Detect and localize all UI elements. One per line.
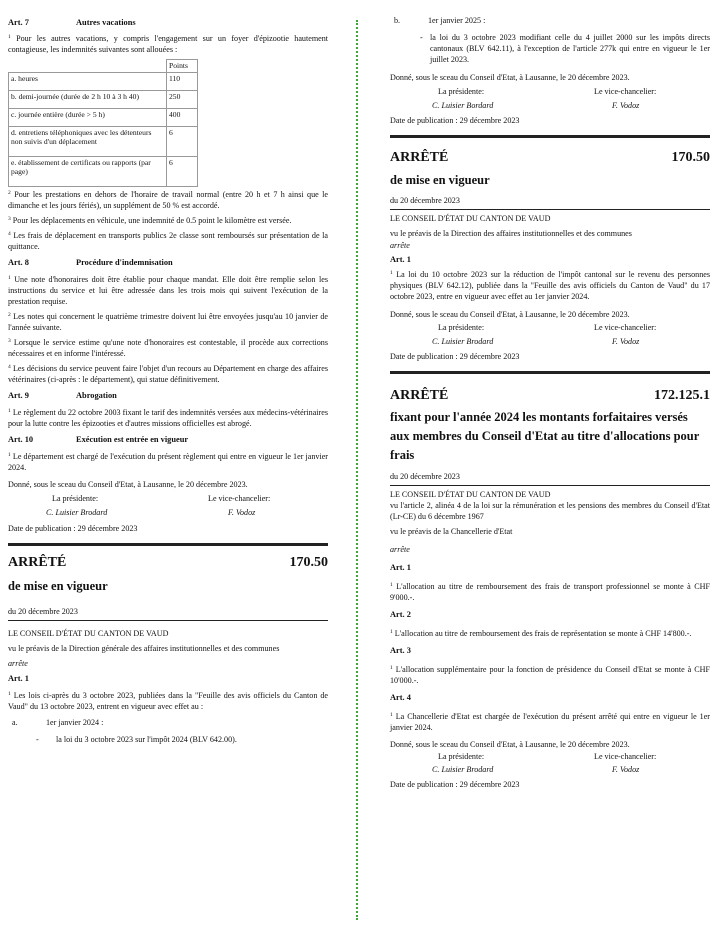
paragraph: $^2$ Pour les prestations en dehors de l'horaire de travail normal (entre 20 h et 7 h ainsi que le dimanche et les jours fériés), un supplément de 50 % est accordé.: [8, 189, 329, 210]
arrete-heading: ARRÊTÉ 170.50: [390, 150, 710, 165]
art2-heading: Art. 2: [390, 610, 411, 619]
paragraph: $^1$ Le règlement du 22 octobre 2003 fixant le tarif des indemnités versées aux médecins-vétérinaires pour la lutte contre les épizooties et d'autres missions officielles est abrogé.: [8, 407, 328, 428]
arrete-heading: ARRÊTÉ 172.125.1: [390, 388, 710, 403]
arrete-date: du 20 décembre 2023: [390, 472, 460, 481]
arrete-date: du 20 décembre 2023: [8, 606, 78, 616]
paragraph: $^4$ Les frais de déplacement en transports publics 2e classe sont remboursés sur présentation de la quittance.: [8, 230, 328, 251]
signature-titles: La présidente: Le vice-chancelier:: [438, 752, 657, 761]
table-row: b. demi-journée (durée de 2 h 10 à 3 h 40) 250: [9, 90, 198, 108]
rule: [390, 209, 710, 210]
signature-names: C. Luisier Brodard F. Vodoz: [46, 507, 256, 517]
art-number: Art. 7: [8, 18, 29, 27]
arrete-subtitle: fixant pour l'année 2024 les montants forfaitaires versés aux membres du Conseil d'Etat au titre d'allocations pour frais: [390, 410, 700, 462]
list-item: a. 1er janvier 2024 :: [12, 717, 104, 727]
signature-titles: La présidente: Le vice-chancelier:: [438, 323, 657, 332]
column-divider: [356, 20, 358, 920]
arrete-subtitle: de mise en vigueur: [8, 578, 108, 593]
considering: vu le préavis de la Direction des affaires institutionnelles et des communes: [390, 229, 632, 238]
council-heading: LE CONSEIL D'ÉTAT DU CANTON DE VAUD: [8, 628, 169, 638]
arrete-date: du 20 décembre 2023: [390, 196, 460, 205]
table-row: c. journée entière (durée > 5 h) 400: [9, 108, 198, 126]
art-title: Autres vacations: [76, 18, 136, 27]
publication-date: Date de publication : 29 décembre 2023: [390, 352, 520, 361]
list-item: b. 1er janvier 2025 :: [394, 16, 486, 25]
considering: vu le préavis de la Chancellerie d'Etat: [390, 527, 513, 536]
art8-heading: Art. 8 Procédure d'indemnisation: [8, 257, 173, 267]
table-row: a. heures 110: [9, 72, 198, 90]
arrete-word: arrête: [8, 658, 28, 668]
paragraph: $^1$ L'allocation au titre de remboursement des frais de représentation se monte à CHF 14'800.-.: [390, 629, 692, 638]
arrete-heading: ARRÊTÉ 170.50: [8, 554, 328, 570]
indemnity-table: [8, 59, 198, 187]
art3-heading: Art. 3: [390, 646, 411, 655]
paragraph: $^1$ La loi du 10 octobre 2023 sur la réduction de l'impôt cantonal sur le revenu des personnes physiques (BLV 642.12), publiée dans la "Feuille des avis officiels du Canton de Vaud" du 17 octobre 2023, entre en vigueur avec effet au 1er janvier 2024.: [390, 270, 710, 301]
rule: [8, 620, 328, 621]
paragraph: $^1$ L'allocation supplémentaire pour la fonction de présidence du Conseil d'Etat se monte à CHF 10'000.-.: [390, 665, 710, 685]
art1-heading: Art. 1: [390, 255, 411, 264]
art1-heading: Art. 1: [8, 673, 29, 683]
arrete-subtitle: de mise en vigueur: [390, 173, 490, 187]
left-column: [8, 0, 328, 745]
signature-names: C. Luisier Brodard F. Vodoz: [432, 337, 640, 346]
list-item: - la loi du 3 octobre 2023 modifiant celle du 4 juillet 2000 sur les impôts directs cantonaux (BLV 642.11), à l'exception de l'article 277k qui entre en vigueur le 1er juillet 2023.: [420, 33, 710, 64]
publication-date: Date de publication : 29 décembre 2023: [8, 523, 138, 533]
list-item: - la loi du 3 octobre 2023 sur l'impôt 2024 (BLV 642.00).: [36, 734, 237, 744]
given-line: Donné, sous le sceau du Conseil d'Etat, à Lausanne, le 20 décembre 2023.: [390, 310, 630, 319]
paragraph: $^4$ Les décisions du service peuvent faire l'objet d'un recours au Département en charge des affaires vétérinaires (ci-après : le département), qui statue définitivement.: [8, 363, 328, 384]
rule: [390, 485, 710, 486]
paragraph: $^1$ Une note d'honoraires doit être établie pour chaque mandat. Elle doit être remplie selon les instructions du service et lui être adressée dans les trois mois qui suivent l'exécution de la prestation requise.: [8, 274, 328, 306]
arrete-word: arrête: [390, 545, 410, 554]
paragraph: $^2$ Les notes qui concernent le quatrième trimestre doivent lui être envoyées jusqu'au 10 janvier de l'année suivante.: [8, 311, 328, 332]
paragraph: $^1$ L'allocation au titre de remboursement des frais de transport professionnel se monte à CHF 9'000.-.: [390, 582, 710, 602]
considering: vu l'article 2, alinéa 4 de la loi sur la rémunération et les pensions des membres du Conseil d'Etat (Lr-CE) du 6 décembre 1967: [390, 501, 710, 521]
council-heading: LE CONSEIL D'ÉTAT DU CANTON DE VAUD: [390, 214, 551, 223]
art9-heading: Art. 9 Abrogation: [8, 390, 117, 400]
publication-date: Date de publication : 29 décembre 2023: [390, 116, 520, 125]
paragraph: $^1$ Le département est chargé de l'exécution du présent règlement qui entre en vigueur le 1er janvier 2024.: [8, 451, 328, 472]
table-row: e. établissement de certificats ou rapports (par page) 6: [9, 156, 198, 186]
paragraph: $^1$ La Chancellerie d'Etat est chargée de l'exécution du présent arrêté qui entre en vigueur le 1er janvier 2024.: [390, 712, 711, 732]
right-column: [390, 0, 710, 790]
considering: vu le préavis de la Direction générale des affaires institutionnelles et des communes: [8, 643, 280, 653]
signature-titles: La présidente: Le vice-chancelier:: [438, 87, 657, 96]
points-header: Points: [167, 60, 198, 73]
table-header-row: [9, 60, 198, 73]
signature-titles: La présidente: Le vice-chancelier:: [52, 493, 271, 503]
art1-heading: Art. 1: [390, 563, 411, 572]
paragraph: $^3$ Lorsque le service estime qu'une note d'honoraires est contestable, il procède aux corrections nécessaires et en informe l'intéressé.: [8, 337, 328, 358]
signature-names: C. Luisier Brodard F. Vodoz: [432, 765, 640, 774]
table-row: d. entretiens téléphoniques avec les détenteurs non suivis d'un déplacement 6: [9, 126, 198, 156]
paragraph: $^3$ Pour les déplacements en véhicule, une indemnité de 0.5 point le kilomètre est versée.: [8, 215, 292, 225]
council-heading: LE CONSEIL D'ÉTAT DU CANTON DE VAUD: [390, 490, 551, 499]
given-line: Donné, sous le sceau du Conseil d'Etat, à Lausanne, le 20 décembre 2023.: [390, 73, 630, 82]
given-line: Donné, sous le sceau du Conseil d'Etat, à Lausanne, le 20 décembre 2023.: [8, 479, 248, 489]
given-line: Donné, sous le sceau du Conseil d'Etat, à Lausanne, le 20 décembre 2023.: [390, 740, 630, 749]
art4-heading: Art. 4: [390, 693, 411, 702]
publication-date: Date de publication : 29 décembre 2023: [390, 780, 520, 789]
art7-heading: [8, 17, 328, 28]
paragraph: $^1$ Pour les autres vacations, y compris l'engagement sur un foyer d'épizootie hautement contagieuse, les indemnités suivantes sont allouées :: [8, 34, 329, 54]
art10-heading: Art. 10 Exécution est entrée en vigueur: [8, 434, 189, 444]
signature-names: C. Luisier Bordard F. Vodoz: [432, 101, 640, 110]
arrete-word: arrête: [390, 241, 410, 250]
paragraph: $^1$ Les lois ci-après du 3 octobre 2023, publiées dans la "Feuille des avis officiels du Canton de Vaud" du 13 octobre 2023, entrent en vigueur avec effet au :: [8, 690, 328, 711]
